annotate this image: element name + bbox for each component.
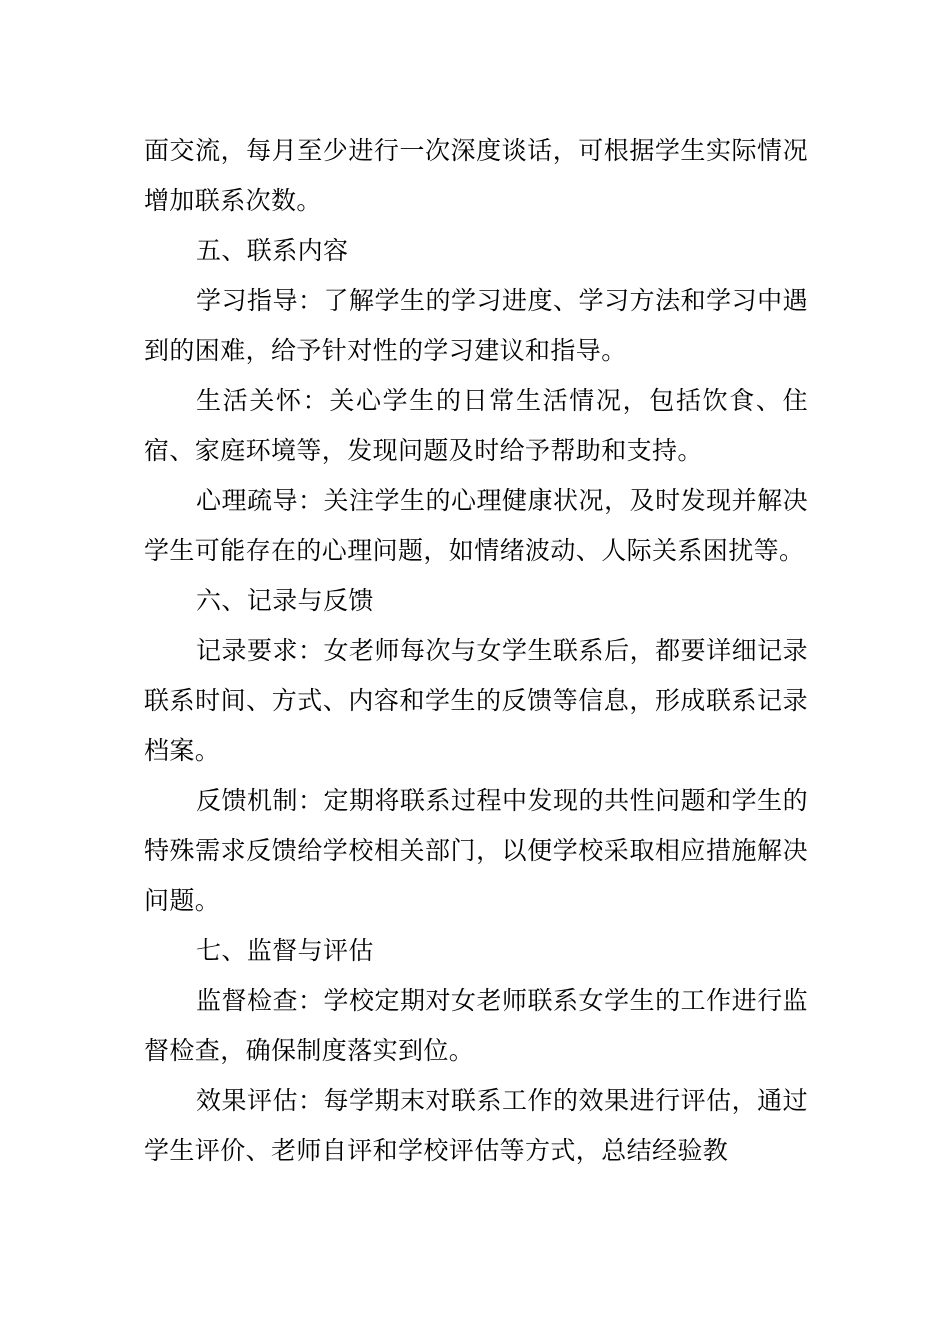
paragraph-study-guidance: 学习指导：了解学生的学习进度、学习方法和学习中遇到的困难，给予针对性的学习建议和指导。: [144, 286, 808, 365]
paragraph-supervision-inspection: 监督检查：学校定期对女老师联系女学生的工作进行监督检查，确保制度落实到位。: [144, 986, 808, 1065]
section-heading-contact-content: 五、联系内容: [196, 236, 349, 265]
paragraph-effect-evaluation: 效果评估：每学期末对联系工作的效果进行评估，通过学生评价、老师自评和学校评估等方式，总结经验教: [144, 1086, 808, 1165]
document-body: [144, 126, 808, 1176]
section-heading-supervision-evaluation: 七、监督与评估: [196, 936, 374, 965]
paragraph-life-care: 生活关怀：关心学生的日常生活情况，包括饮食、住宿、家庭环境等，发现问题及时给予帮助和支持。: [144, 386, 808, 465]
paragraph-contact-frequency-continued: 面交流，每月至少进行一次深度谈话，可根据学生实际情况增加联系次数。: [144, 136, 808, 215]
paragraph-psychological-counseling: 心理疏导：关注学生的心理健康状况，及时发现并解决学生可能存在的心理问题，如情绪波动、人际关系困扰等。: [144, 486, 808, 565]
paragraph-feedback-mechanism: 反馈机制：定期将联系过程中发现的共性问题和学生的特殊需求反馈给学校相关部门，以便学校采取相应措施解决问题。: [144, 786, 808, 915]
paragraph-record-requirements: 记录要求：女老师每次与女学生联系后，都要详细记录联系时间、方式、内容和学生的反馈等信息，形成联系记录档案。: [144, 636, 808, 765]
section-heading-record-feedback: 六、记录与反馈: [196, 586, 374, 615]
